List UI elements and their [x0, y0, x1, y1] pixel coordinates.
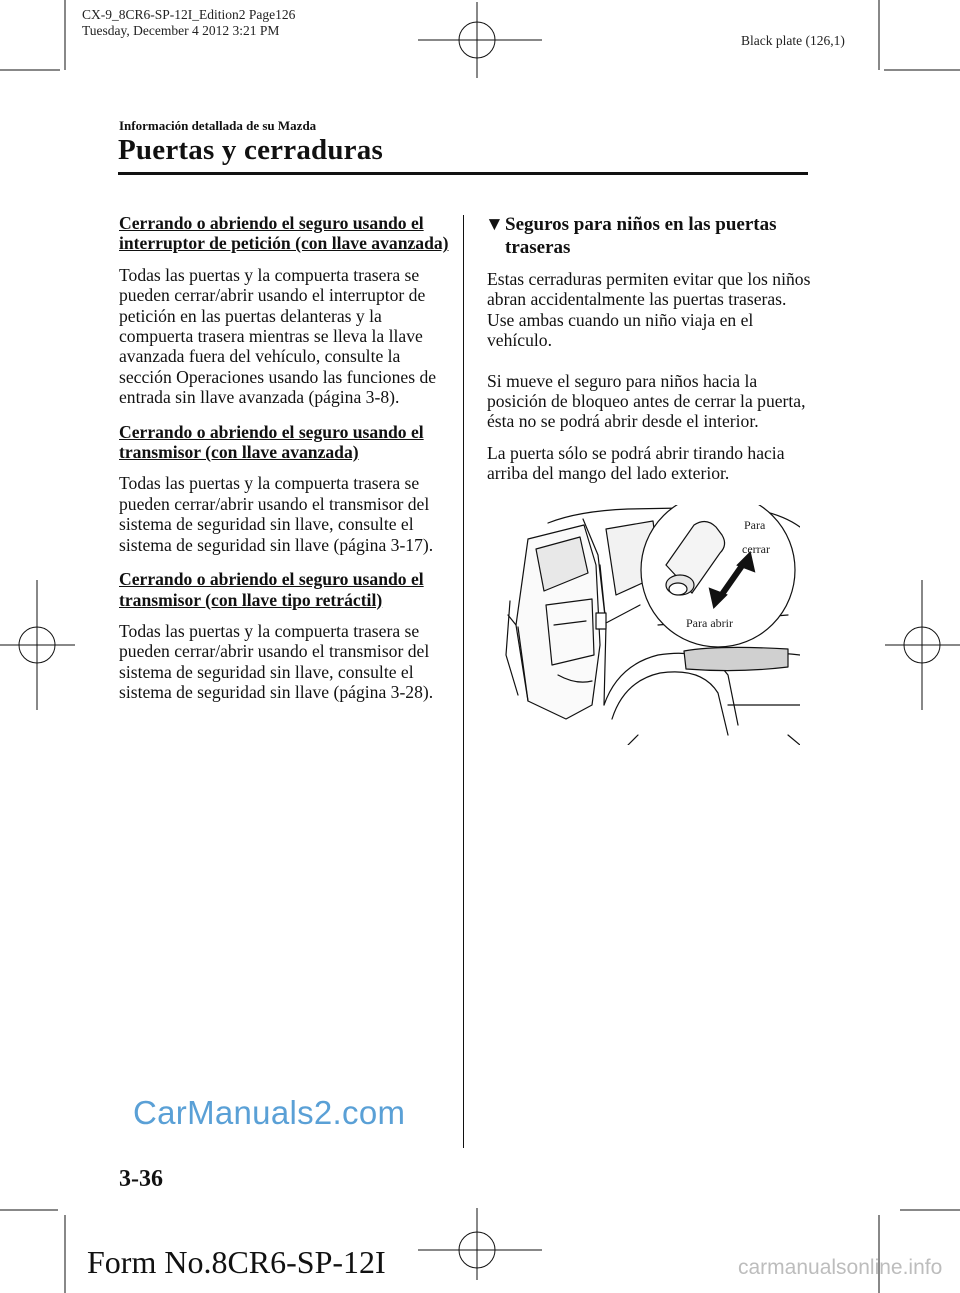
watermark-carmanuals2: CarManuals2.com — [133, 1094, 406, 1131]
column-divider — [463, 215, 464, 1148]
paragraph-child-locks-intro: Estas cerraduras permiten evitar que los niños abran accidentalmente las puertas traseras. Use ambas cuando un niño viaja en el vehículo. — [487, 269, 811, 351]
plate-info: Black plate (126,1) — [741, 33, 845, 48]
label-lock-line1: Para — [744, 518, 766, 532]
paragraph-child-locks-position: Si mueve el seguro para niños hacia la posición de bloqueo antes de cerrar la puerta, ésta no se podrá abrir desde el interior. — [487, 370, 806, 432]
form-number: Form No.8CR6-SP-12I — [87, 1244, 386, 1280]
section-label: Información detallada de su Mazda — [119, 118, 317, 133]
left-column — [119, 213, 449, 714]
paragraph-request-switch: Todas las puertas y la compuerta trasera se pueden cerrar/abrir usando el interruptor de petición en las puertas delanteras y la compuerta trasera mientras se lleva la llave avanzada fuera del vehículo, consulte la sección Operaciones usando las funciones de entrada sin llave avanzada (página 3-8). — [119, 264, 437, 408]
subheading-request-switch: Cerrando o abriendo el seguro usando el interruptor de petición (con llave avanzada) — [119, 213, 449, 254]
paragraph-transmitter-advanced: Todas las puertas y la compuerta trasera se pueden cerrar/abrir usando el transmisor del sistema de seguridad sin llave, consulte el sistema de seguridad sin llave (página 3-17). — [119, 473, 434, 555]
subheading-transmitter-advanced: Cerrando o abriendo el seguro usando el transmisor (con llave avanzada) — [119, 421, 424, 463]
right-column — [487, 213, 812, 495]
triangle-bullet-icon: ▼ — [485, 214, 504, 235]
child-lock-illustration — [488, 505, 800, 745]
paragraph-transmitter-retractable: Todas las puertas y la compuerta trasera se pueden cerrar/abrir usando el transmisor del sistema de seguridad sin llave, consulte el sistema de seguridad sin llave (página 3-28). — [119, 620, 434, 703]
subheading-transmitter-retractable: Cerrando o abriendo el seguro usando el transmisor (con llave tipo retráctil) — [119, 569, 424, 610]
page-number: 3-36 — [119, 1166, 163, 1192]
watermark-site: carmanualsonline.info — [738, 1256, 943, 1279]
title-rule — [118, 172, 808, 175]
job-info-line2: Tuesday, December 4 2012 3:21 PM — [82, 23, 280, 38]
label-open: Para abrir — [686, 616, 733, 630]
label-lock-line2: cerrar — [742, 542, 770, 556]
heading-child-locks: Seguros para niños en las puertas traseras — [505, 214, 777, 258]
job-info-line1: CX-9_8CR6-SP-12I_Edition2 Page126 — [82, 7, 296, 22]
paragraph-child-locks-open: La puerta sólo se podrá abrir tirando hacia arriba del mango del lado exterior. — [487, 442, 785, 484]
page-title: Puertas y cerraduras — [118, 134, 383, 166]
